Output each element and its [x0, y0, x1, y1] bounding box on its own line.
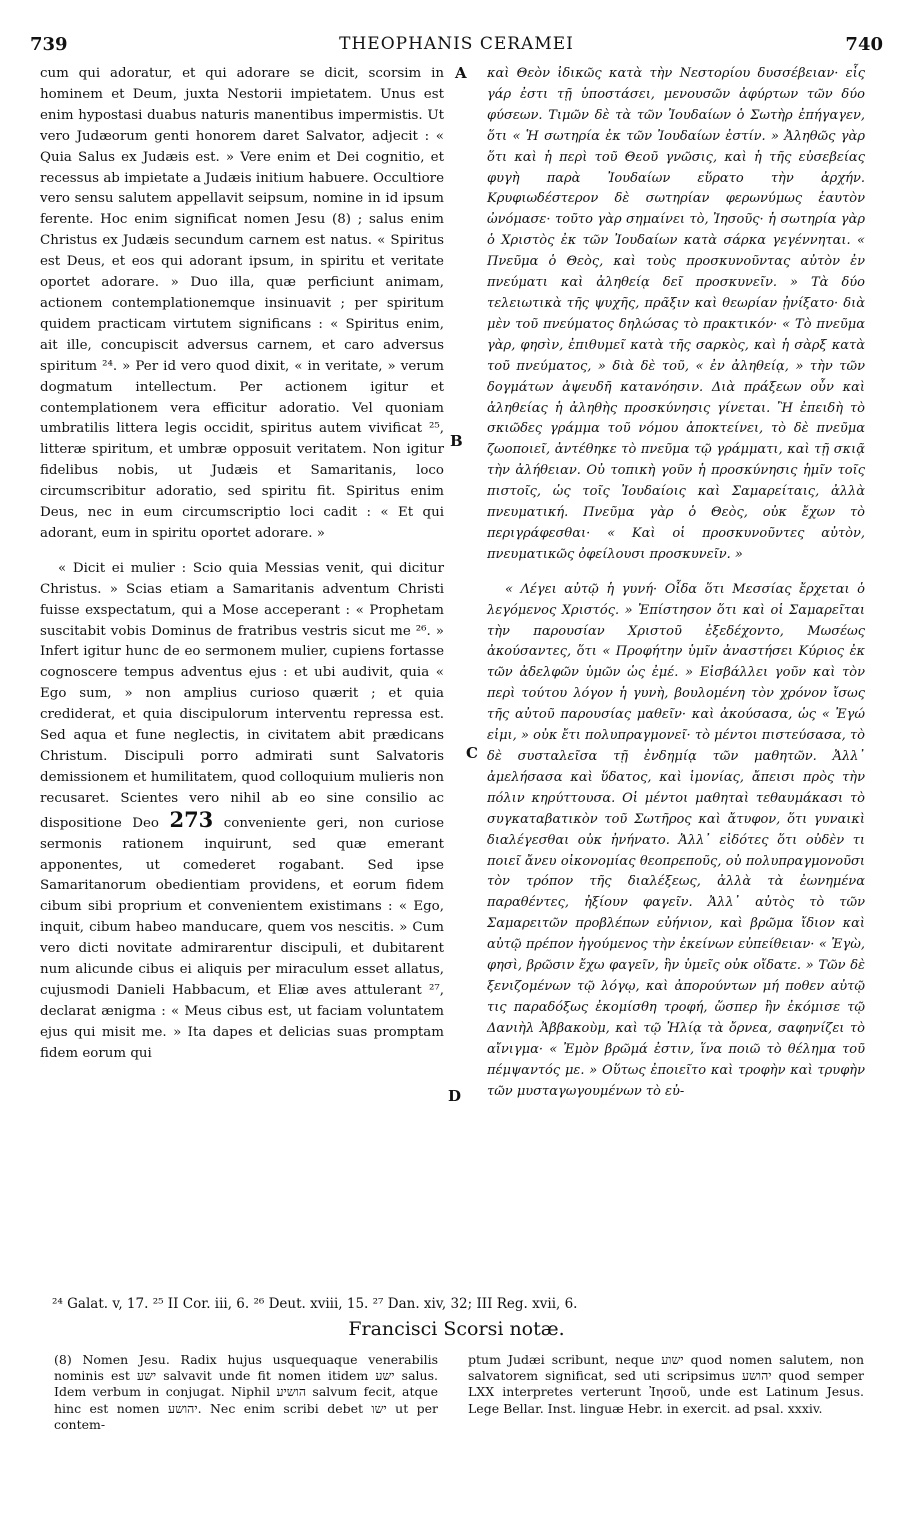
latin-paragraph-2	[40, 559, 444, 1065]
greek-column	[487, 64, 865, 1102]
note-left: (8) Nomen Jesu. Radix hujus usquequaque venerabilis nominis est ישע salvavit unde fit nomen itidem ישע salus. Idem verbum in conjugat. Niphil הושיע salvum fecit, atque hinc est nomen יהושע. Nec enim scribi debet ישו ut per contem-	[54, 1352, 438, 1432]
greek-paragraph-1: καὶ Θεὸν ἰδικῶς κατὰ τὴν Νεστορίου δυσσέβειαν· εἷς γάρ ἐστι τῇ ὑποστάσει, μενουσῶν ἀφύρτων τῶν δύο φύσεων. Τιμῶν δὲ τὰ τῶν Ἰουδαίων ὁ Σωτὴρ ἐπήγαγεν, ὅτι « Ἡ σωτηρία ἐκ τῶν Ἰουδαίων ἐστίν. » Ἀληθῶς γὰρ ὅτι καὶ ἡ περὶ τοῦ Θεοῦ γνῶσις, καὶ ἡ τῆς εὐσεβείας φυγὴ παρὰ Ἰουδαίων εὕρατο τὴν ἀρχήν. Κρυφιωδέστερον δὲ σωτηρίαν φερωνύμως ἑαυτὸν ὠνόμασε· τοῦτο γὰρ σημαίνει τὸ, Ἰησοῦς· ἡ σωτηρία γὰρ ὁ Χριστὸς ἐκ τῶν Ἰουδαίων κατὰ σάρκα γεγέννηται. « Πνεῦμα ὁ Θεὸς, καὶ τοὺς προσκυνοῦντας αὐτὸν ἐν πνεύματι καὶ ἀληθείᾳ δεῖ προσκυνεῖν. » Τὰ δύο τελειωτικὰ τῆς ψυχῆς, πρᾶξιν καὶ θεωρίαν ᾐνίξατο· διὰ μὲν τοῦ πνεύματος δηλώσας τὸ πρακτικόν· « Τὸ πνεῦμα γὰρ, φησὶν, ἐπιθυμεῖ κατὰ τῆς σαρκὸς, καὶ ἡ σὰρξ κατὰ τοῦ πνεύματος, » διὰ δὲ τοῦ, « ἐν ἀληθείᾳ, » τὴν τῶν δογμάτων ἀψευδῆ κατανόησιν. Διὰ πράξεων οὖν καὶ ἀληθείας ἡ ἀληθὴς προσκύνησις γίνεται. Ἢ ἐπειδὴ τὸ σκιῶδες γράμμα τοῦ νόμου ἀποκτείνει, τὸ δὲ πνεῦμα ζωοποιεῖ, ἀντέθηκε τὸ πνεῦμα τῷ γράμματι, καὶ τῇ σκιᾷ τὴν ἀλήθειαν. Οὐ τοπικὴ γοῦν ἡ προσκύνησις ἡμῖν τοῖς πιστοῖς, ὡς τοῖς Ἰουδαίοις καὶ Σαμαρείταις, ἀλλὰ πνευματική. Πνεῦμα γὰρ ὁ Θεὸς, οὐκ ἔχων τὸ περιγράφεσθαι· « Καὶ οἱ προσκυνοῦντες αὐτὸν, πνευματικῶς ὀφείλουσι προσκυνεῖν. »	[487, 66, 865, 562]
page-header	[30, 34, 883, 60]
page-number-left: 739	[30, 34, 68, 55]
page-number-right: 740	[845, 34, 883, 55]
marker-d: D	[448, 1087, 462, 1105]
marker-b: B	[450, 432, 463, 450]
marker-c: C	[466, 744, 478, 762]
latin-column	[40, 64, 444, 1065]
notes-title: Francisci Scorsi notæ.	[348, 1318, 565, 1340]
note-right: ptum Judæi scribunt, neque ישוע quod nomen salutem, non salvatorem significat, sed uti scripsimus יהושע quod semper LXX interpretes verterunt Ἰησοῦ, unde est Latinum Jesus. Lege Bellar. Inst. linguæ Hebr. in exercit. ad psal. xxxiv.	[468, 1352, 864, 1416]
marker-a: A	[455, 64, 467, 82]
greek-paragraph-2: « Λέγει αὐτῷ ἡ γυνή· Οἶδα ὅτι Μεσσίας ἔρχεται ὁ λεγόμενος Χριστός. » Ἐπίστησον ὅτι καὶ οἱ Σαμαρεῖται τὴν παρουσίαν Χριστοῦ ἐξεδέχοντο, Μωσέως ἀκούσαντες, ὅτι « Προφήτην ὑμῖν ἀναστήσει Κύριος ἐκ τῶν ἀδελφῶν ὑμῶν ὡς ἐμέ. » Εἰσβάλλει γοῦν καὶ τὸν περὶ τούτου λόγον ἡ γυνὴ, βουλομένη τὸν χρόνον ἴσως τῆς αὐτοῦ παρουσίας μαθεῖν· καὶ ἀκούσασα, ὡς « Ἐγώ εἰμι, » οὐκ ἔτι πολυπραγμονεῖ· τὸ μέντοι πιστεύσασα, τὸ δὲ συσταλεῖσα τῇ ἐνδημίᾳ τῶν μαθητῶν. Ἀλλ᾽ ἀμελήσασα καὶ ὕδατος, καὶ ἱμονίας, ἄπεισι πρὸς τὴν πόλιν κηρύττουσα. Οἱ μέντοι μαθηταὶ τεθαυμάκασι τὸ συγκαταβατικὸν τοῦ Σωτῆρος καὶ ἄτυφον, ὅτι γυναικὶ διαλέγεσθαι οὐκ ἠνήνατο. Ἀλλ᾽ εἰδότες ὅτι οὐδὲν τι ποιεῖ ἄνευ οἰκονομίας θεοπρεποῦς, οὐ πολυπραγμονοῦσι τὸν τρόπον τῆς διαλέξεως, ἀλλὰ τὰ ἐωνημένα παραθέντες, ἠξίουν φαγεῖν. Ἀλλ᾽ αὐτὸς τὸ τῶν Σαμαρειτῶν προβλέπων εὐήνιον, καὶ βρῶμα ἴδιον καὶ αὐτῷ πρέπον ἡγούμενος τὴν ἐκείνων εὐπείθειαν· « Ἐγὼ, φησὶ, βρῶσιν ἔχω φαγεῖν, ἣν ὑμεῖς οὐκ οἴδατε. » Τῶν δὲ ξενιζομένων τῷ λόγῳ, καὶ ἀπορούντων μή ποθεν αὐτῷ τις παραδόξως ἐκομίσθη τροφή, ὥσπερ ἣν ἐκόμισε τῷ Δανιὴλ Ἀββακοὺμ, καὶ τῷ Ἠλίᾳ τὰ ὄρνεα, σαφηνίζει τὸ αἴνιγμα· « Ἐμὸν βρῶμά ἐστιν, ἵνα ποιῶ τὸ θέλημα τοῦ πέμψαντός με. » Οὕτως ἐποιεῖτο καὶ τροφὴν καὶ τρυφὴν τῶν μυσταγωγουμένων τὸ εὐ-	[487, 581, 865, 1099]
latin-paragraph-2b: convenientе geri, non curiose sermonis rationem inquirunt, sed quæ emerant apponentes, ut comederet rogabant. Sed ipse Samaritanorum obedientiam providens, et eorum fidem cibum sibi proprium et convenientem existimans : « Ego, inquit, cibum habeo manducare, quem vos nescitis. » Cum vero dicti novitate admirarentur discipuli, et dubitarent num alicunde cibus ei aliquis per miraculum esset allatus, cujusmodi Danieli Habbacum, et Eliæ aves attulerant ²⁷, declarat ænigma : « Meus cibus est, ut faciam voluntatem ejus qui misit me. » Ita dapes et delicias suas promptam fidem eorum qui	[40, 815, 444, 1061]
footnotes: ²⁴ Galat. v, 17. ²⁵ II Cor. iii, 6. ²⁶ Deut. xviii, 15. ²⁷ Dan. xiv, 32; III Reg. xvii, 6.	[52, 1296, 578, 1312]
column-number: 273	[169, 806, 214, 832]
latin-paragraph-2a: « Dicit ei mulier : Scio quia Messias venit, qui dicitur Christus. » Scias etiam a Samaritanis adventum Christi fuisse exspectatum, qui a Mose acceperant : « Prophetam suscitabit vobis Dominus de fratribus vestris sicut me ²⁶. » Infert igitur hunc de eo sermonem mulier, cupiens fortasse cognoscere tempus adventus ejus : et ubi audivit, quia « Ego sum, » non amplius curioso quærit ; et quia crediderat, et quia discipulorum interventu repressa est. Sed aqua et fune neglectis, in civitatem abit prædicans Christum. Discipuli porro admirati sunt Salvatoris demissionem et humilitatem, quod colloquium mulieris non recusaret. Scientes vero nihil ab eo sine consilio ac dispositione Deo	[40, 560, 444, 831]
latin-paragraph-1: cum qui adoratur, et qui adorare se dicit, scorsim in hominem et Deum, juxta Nestorii impietatem. Unus est enim hypostasi duabus naturis manentibus impermistis. Ut vero Judæorum genti honorem daret Salvator, adjecit : « Quia Salus ex Judæis est. » Vere enim et Dei cognitio, et recessus ab impietate a Judæis initium habuere. Occultiore vero sensu salutem appellavit seipsum, nomine in id ipsum ferente. Hoc enim significat nomen Jesu (8) ; salus enim Christus ex Judæis secundum carnem est natus. « Spiritus est Deus, et eos qui adorant ipsum, in spiritu et veritate oportet adorare. » Duo illa, quæ perficiunt animam, actionem contemplationemque insinuavit ; per spiritum quidem practicam virtutem significans : « Spiritus enim, ait ille, concupiscit adversus carnem, et caro adversus spiritum ²⁴. » Per id vero quod dixit, « in veritate, » verum dogmatum intellectum. Per actionem igitur et contemplationem vera efficitur adoratio. Vel quoniam umbratilis littera legis occidit, spiritus autem vivificat ²⁵, litteræ spiritum, et umbræ opposuit veritatem. Non igitur fidelibus nobis, ut Judæis et Samaritanis, loco circumscribitur adoratio, sed spiritu fit. Spiritus enim Deus, nec in eum circumscriptio loci cadit : « Et qui adorant, eum in spiritu oportet adorare. »	[40, 66, 444, 541]
running-title: THEOPHANIS CERAMEI	[339, 34, 574, 54]
